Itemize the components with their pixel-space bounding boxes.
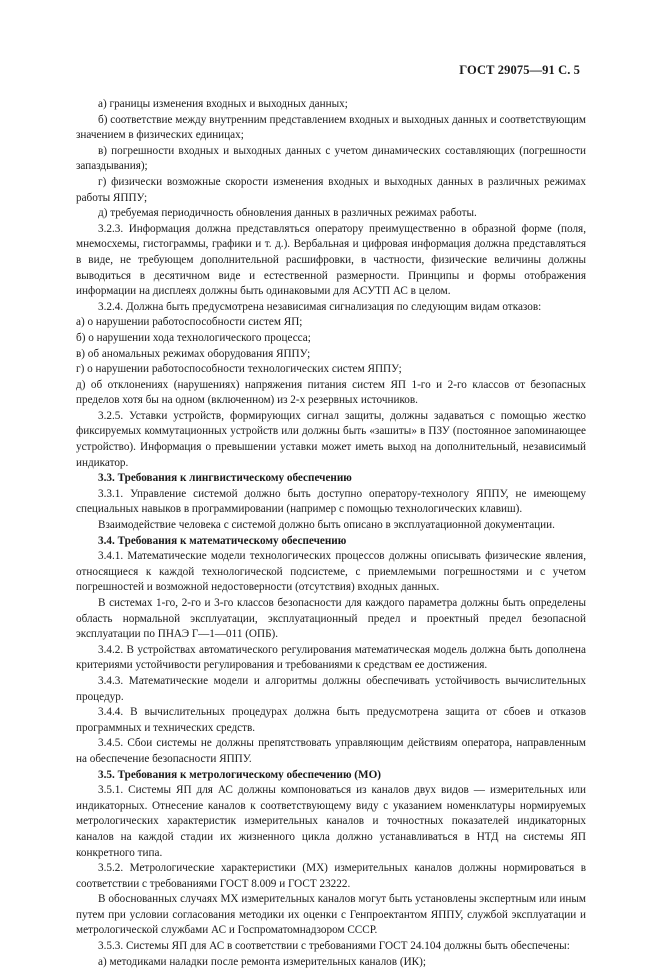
list-item: а) о нарушении работоспособности систем ЯП; bbox=[76, 316, 303, 329]
paragraph: 3.2.4. Должна быть предусмотрена независимая сигнализация по следующим видам отказов: bbox=[98, 300, 542, 313]
list-item: в) погрешности входных и выходных данных с учетом динамических составляющих (погрешности запаздывания); bbox=[76, 144, 586, 173]
paragraph: 3.2.5. Уставки устройств, формирующих сигнал защиты, должны задаваться с помощью жестко фиксируемых коммутационных устройств или должны быть «зашиты» в ПЗУ (постоянное запоминающее устройство). Информация о превышении уставки может иметь выход на дополнительный, независимый индикатор. bbox=[76, 409, 586, 469]
list-item: б) соответствие между внутренним представлением входных и выходных данных и соответствующим значением в физических единицах; bbox=[76, 113, 586, 142]
paragraph: 3.4.3. Математические модели и алгоритмы должны обеспечивать устойчивость вычислительных процедур. bbox=[76, 674, 586, 703]
list-item: а) методиками наладки после ремонта измерительных каналов (ИК); bbox=[98, 955, 426, 968]
paragraph: 3.3.1. Управление системой должно быть доступно оператору-технологу ЯППУ, не имеющему специальных навыков в программировании (например с помощью технологических клавиш). bbox=[76, 487, 586, 516]
paragraph: 3.2.3. Информация должна представляться оператору преимущественно в образной форме (поля, мнемосхемы, гистограммы, графики и т. д.). Вербальная и цифровая информация должна представляться в виде, не требующем дополнительной расшифровки, в частности, физические величины должны выводиться в десятичном виде и естественной размерности. Принципы и формы отображения информации на дисплеях должны быть одинаковыми для АСУТП АС в целом. bbox=[76, 222, 586, 298]
document-body bbox=[76, 97, 586, 970]
paragraph: 3.5.1. Системы ЯП для АС должны компоноваться из каналов двух видов — измерительных или индикаторных. Отнесение каналов к соответствующему виду с указанием номенклатуры нормируемых метрологических характеристик измерительных каналов и точностных показателей индикаторных каналов на каждой стадии их жизненного цикла должно устанавливаться в НТД на системы ЯП конкретного типа. bbox=[76, 784, 586, 859]
paragraph: В системах 1-го, 2-го и 3-го классов безопасности для каждого параметра должны быть определены область нормальной эксплуатации, эксплуатационный предел и проектный предел безопасной эксплуатации по ПНАЭ Г—1—011 (ОПБ). bbox=[76, 597, 586, 641]
section-heading: 3.5. Требования к метрологическому обеспечению (МО) bbox=[98, 768, 381, 781]
list-item: а) границы изменения входных и выходных данных; bbox=[98, 98, 348, 110]
page-header: ГОСТ 29075—91 С. 5 bbox=[459, 63, 580, 77]
section-heading: 3.4. Требования к математическому обеспечению bbox=[98, 534, 347, 547]
list-item: б) о нарушении хода технологического процесса; bbox=[76, 331, 311, 344]
section-heading: 3.3. Требования к лингвистическому обеспечению bbox=[98, 472, 352, 485]
list-item: д) об отклонениях (нарушениях) напряжения питания систем ЯП 1-го и 2-го классов от безопасных пределов хотя бы на одном (включенном) из 2-х резервных источников. bbox=[76, 378, 586, 407]
paragraph: 3.4.2. В устройствах автоматического регулирования математическая модель должна быть дополнена критериями устойчивости регулирования и требованиями к средствам ее достижения. bbox=[76, 643, 586, 672]
paragraph: 3.5.2. Метрологические характеристики (МХ) измерительных каналов должны нормироваться в соответствии с требованиями ГОСТ 8.009 и ГОСТ 23222. bbox=[76, 862, 586, 890]
paragraph: 3.5.3. Системы ЯП для АС в соответствии с требованиями ГОСТ 24.104 должны быть обеспечены: bbox=[98, 940, 570, 953]
paragraph: 3.4.1. Математические модели технологических процессов должны описывать физические явления, относящиеся к каждой технологической подсистеме, с приемлемыми погрешностями и с учетом погрешностей и возможной недостоверности (отсутствия) входных данных. bbox=[76, 550, 586, 594]
list-item: г) о нарушении работоспособности технологических систем ЯППУ; bbox=[76, 363, 402, 376]
paragraph: В обоснованных случаях МХ измерительных каналов могут быть установлены экспертным или иным путем при условии согласования методики их оценки с Генпроектантом ЯППУ, службой эксплуатации и метрологической службами АС и Госпроматомнадзором СССР. bbox=[76, 893, 586, 937]
list-item: г) физически возможные скорости изменения входных и выходных данных в различных режимах работы ЯППУ; bbox=[76, 175, 586, 204]
paragraph: 3.4.4. В вычислительных процедурах должна быть предусмотрена защита от сбоев и отказов программных и технических средств. bbox=[76, 706, 586, 734]
list-item: д) требуемая периодичность обновления данных в различных режимах работы. bbox=[98, 207, 477, 220]
paragraph: 3.4.5. Сбои системы не должны препятствовать управляющим действиям оператора, направленным на обеспечение безопасности ЯППУ. bbox=[76, 737, 586, 765]
list-item: в) об аномальных режимах оборудования ЯППУ; bbox=[76, 347, 311, 360]
paragraph: Взаимодействие человека с системой должно быть описано в эксплуатационной документации. bbox=[98, 519, 555, 532]
